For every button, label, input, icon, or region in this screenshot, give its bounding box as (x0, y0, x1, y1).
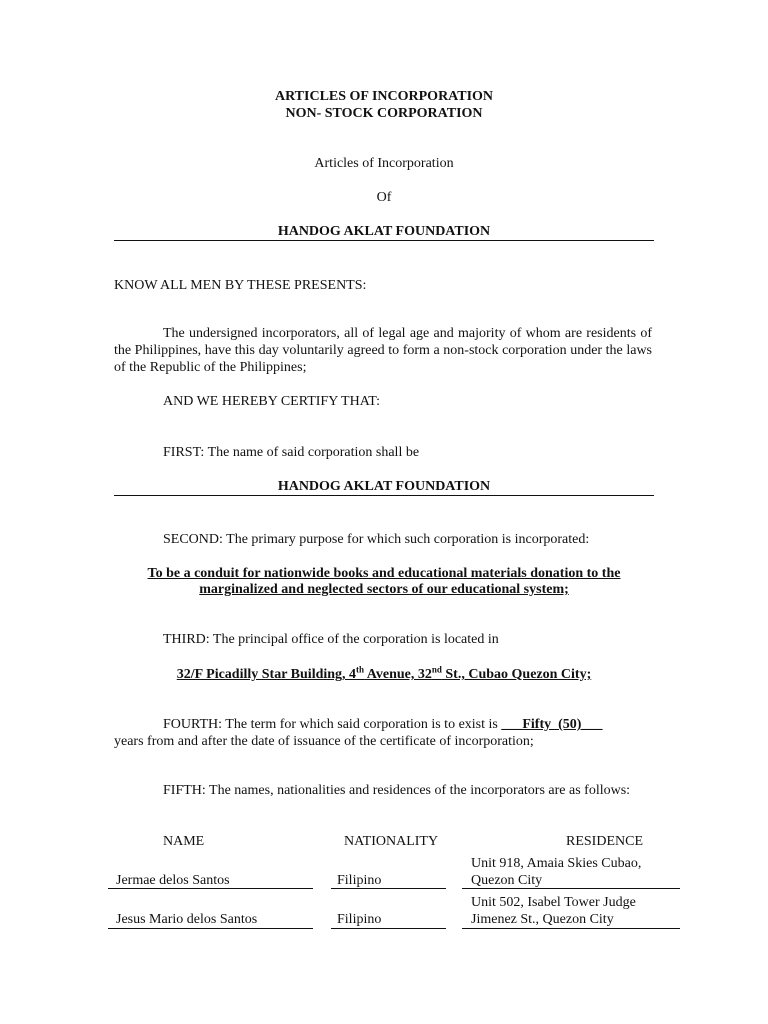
purpose-line-2: marginalized and neglected sectors of our educational system; (199, 582, 569, 597)
signature-line (462, 888, 680, 889)
fourth-article (163, 716, 602, 733)
fourth-article-cont: years from and after the date of issuance of the certificate of incorporation; (114, 734, 534, 749)
incorporator-residence-line2: Quezon City (471, 873, 543, 888)
incorporator-residence-line1: Unit 502, Isabel Tower Judge (471, 895, 636, 910)
office-address (0, 666, 768, 683)
col-header-residence: RESIDENCE (566, 834, 643, 849)
know-all-men: KNOW ALL MEN BY THESE PRESENTS: (114, 278, 367, 293)
signature-line (331, 928, 446, 929)
first-article: FIRST: The name of said corporation shall be (163, 445, 420, 460)
incorporator-name: Jesus Mario delos Santos (116, 912, 258, 927)
address-sup: th (356, 664, 365, 675)
purpose-line-1: To be a conduit for nationwide books and educational materials donation to the (147, 566, 621, 581)
col-header-nationality: NATIONALITY (344, 834, 439, 849)
third-article: THIRD: The principal office of the corporation is located in (163, 632, 499, 647)
corporation-name: HANDOG AKLAT FOUNDATION (277, 479, 491, 494)
incorporator-residence-line1: Unit 918, Amaia Skies Cubao, (471, 856, 642, 871)
signature-line (331, 888, 446, 889)
document-subtitle-type: NON- STOCK CORPORATION (285, 106, 483, 121)
incorporator-nationality: Filipino (337, 912, 382, 927)
divider (114, 240, 654, 241)
divider (114, 495, 654, 496)
address-part: St., Cubao Quezon City; (441, 667, 592, 682)
of-label: Of (376, 190, 392, 205)
term-blank: ___ (501, 717, 523, 732)
address-part: Avenue, 32 (364, 667, 432, 682)
incorporator-nationality: Filipino (337, 873, 382, 888)
col-header-name: NAME (163, 834, 205, 849)
term-blank: ___ (581, 717, 603, 732)
address-part: 32/F Picadilly Star Building, 4 (176, 667, 357, 682)
articles-heading: Articles of Incorporation (314, 156, 454, 171)
signature-line (462, 928, 680, 929)
term-value: Fifty_(50) (522, 717, 582, 732)
certify-line: AND WE HEREBY CERTIFY THAT: (163, 394, 381, 409)
incorporator-name: Jermae delos Santos (116, 873, 230, 888)
fifth-article: FIFTH: The names, nationalities and residences of the incorporators are as follows: (163, 783, 631, 798)
signature-line (108, 928, 313, 929)
foundation-name: HANDOG AKLAT FOUNDATION (277, 224, 491, 239)
fourth-text: FOURTH: The term for which said corporation is to exist is (163, 717, 502, 732)
document-title: ARTICLES OF INCORPORATION (274, 89, 494, 104)
second-article: SECOND: The primary purpose for which such corporation is incorporated: (163, 532, 590, 547)
signature-line (108, 888, 313, 889)
incorporator-residence-line2: Jimenez St., Quezon City (471, 912, 614, 927)
address-sup: nd (431, 664, 442, 675)
intro-paragraph: The undersigned incorporators, all of legal age and majority of whom are residents of the Philippines, have this day voluntarily agreed to form a non-stock corporation under the laws of the Republic of the Philippines; (114, 326, 652, 375)
